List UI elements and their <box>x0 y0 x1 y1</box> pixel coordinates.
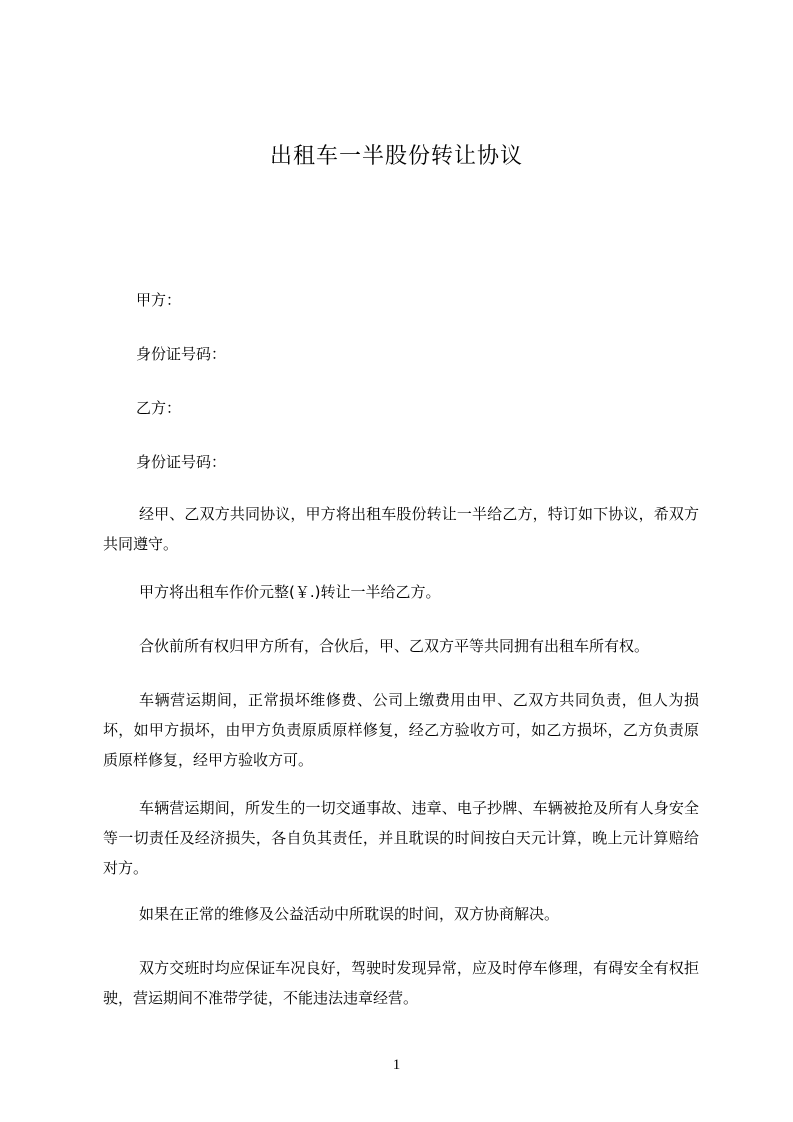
clause-transfer-price: 甲方将出租车作价元整(￥.)转让一半给乙方。 <box>139 583 441 601</box>
party-a-id-label: 身份证号码： <box>136 345 227 363</box>
page-number: 1 <box>392 1057 401 1073</box>
clause-public-service: 如果在正常的维修及公益活动中所耽误的时间，双方协商解决。 <box>139 905 560 923</box>
clause-maintenance: 车辆营运期间，正常损坏维修费、公司上缴费用由甲、乙双方共同负责，但人为损坏，如甲方损坏，由甲方负责原质原样修复，经乙方验收方可，如乙方损坏，乙方负责原质原样修复，经甲方验收方可。 <box>103 691 699 769</box>
party-b-id-label: 身份证号码： <box>136 453 227 471</box>
clause-preamble: 经甲、乙双方共同协议，甲方将出租车股份转让一半给乙方，特订如下协议，希双方共同遵守。 <box>103 505 699 553</box>
clause-ownership: 合伙前所有权归甲方所有，合伙后，甲、乙双方平等共同拥有出租车所有权。 <box>139 637 650 655</box>
clause-liability: 车辆营运期间，所发生的一切交通事故、违章、电子抄牌、车辆被抢及所有人身安全等一切责任及经济损失，各自负其责任，并且耽误的时间按白天元计算，晚上元计算赔给对方。 <box>103 799 699 877</box>
document-title: 出租车一半股份转让协议 <box>269 144 523 169</box>
party-a-label: 甲方： <box>136 291 182 309</box>
clause-shift-handover: 双方交班时均应保证车况良好，驾驶时发现异常，应及时停车修理，有碍安全有权拒驶，营运期间不准带学徒，不能违法违章经营。 <box>103 959 699 1007</box>
party-b-label: 乙方： <box>136 399 182 417</box>
